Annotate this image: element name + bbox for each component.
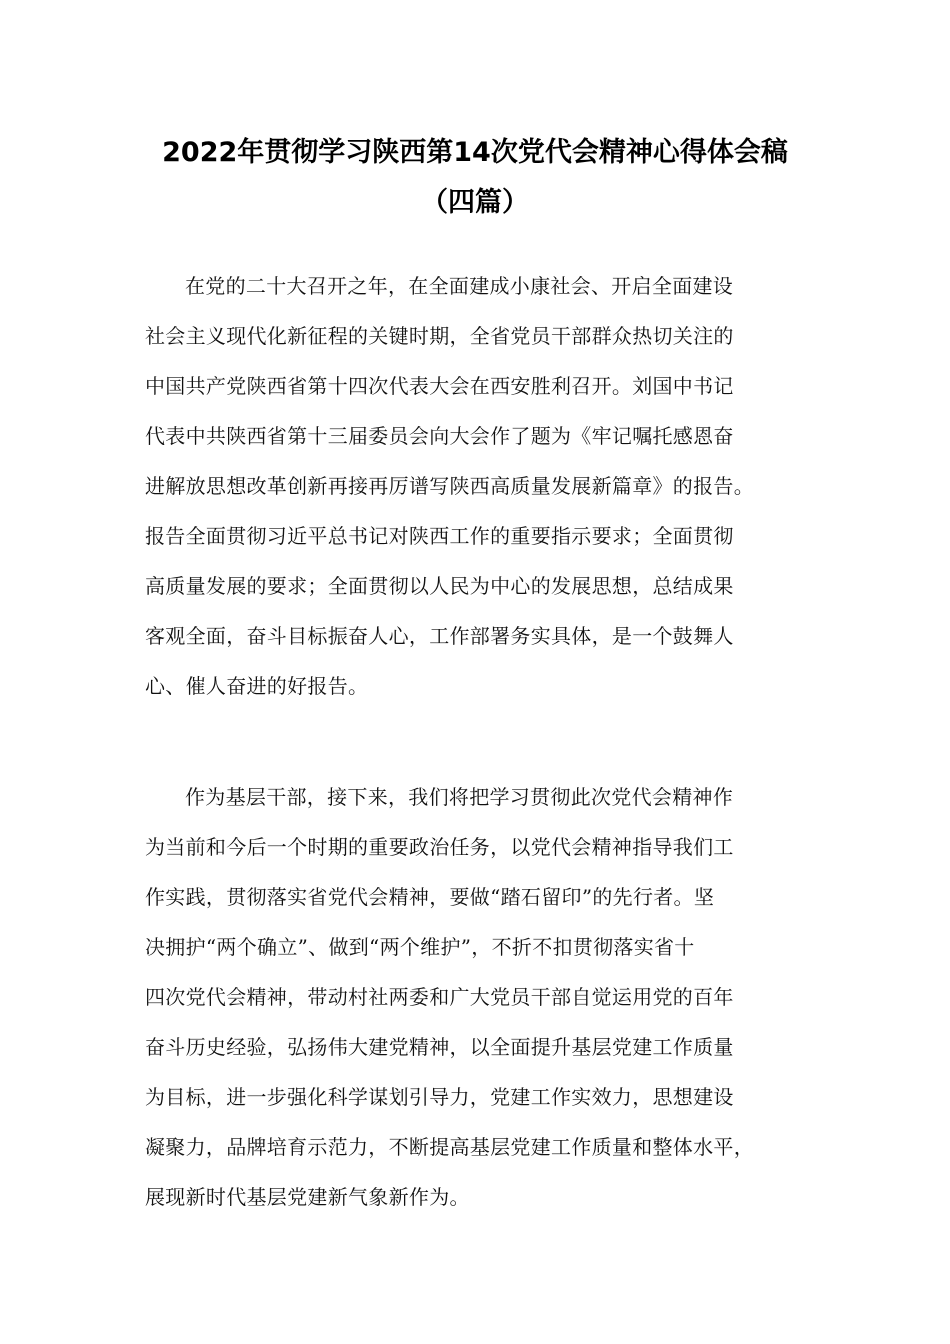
paragraph-line: 四次党代会精神，带动村社两委和广大党员干部自觉运用党的百年 [145,985,734,1009]
paragraph-line: 进解放思想改革创新再接再厉谱写陕西高质量发展新篇章》的报告。 [145,474,754,498]
paragraph-line: 高质量发展的要求；全面贯彻以人民为中心的发展思想，总结成果 [145,574,734,598]
body-paragraph-2 [145,772,845,1222]
paragraph-line: 作实践，贯彻落实省党代会精神，要做“踏石留印”的先行者。坚 [145,885,715,909]
paragraph-line: 中国共产党陕西省第十四次代表大会在西安胜利召开。刘国中书记 [145,374,734,398]
paragraph-line: 在党的二十大召开之年，在全面建成小康社会、开启全面建设 [185,274,734,298]
paragraph-line: 报告全面贯彻习近平总书记对陕西工作的重要指示要求；全面贯彻 [145,524,734,548]
paragraph-line: 作为基层干部，接下来，我们将把学习贯彻此次党代会精神作 [185,785,734,809]
document-title [120,128,830,228]
title-subtitle-line: （四篇） [421,187,529,218]
paragraph-line: 为目标，进一步强化科学谋划引导力，党建工作实效力，思想建设 [145,1085,734,1109]
paragraph-line: 代表中共陕西省第十三届委员会向大会作了题为《牢记嘱托感恩奋 [145,424,734,448]
paragraph-line: 决拥护“两个确立”、做到“两个维护”，不折不扣贯彻落实省十 [145,935,695,959]
body-paragraph-1 [145,261,845,711]
paragraph-line: 展现新时代基层党建新气象新作为。 [145,1185,470,1209]
paragraph-line: 客观全面，奋斗目标振奋人心，工作部署务实具体，是一个鼓舞人 [145,624,734,648]
paragraph-line: 凝聚力，品牌培育示范力，不断提高基层党建工作质量和整体水平， [145,1135,754,1159]
paragraph-line: 奋斗历史经验，弘扬伟大建党精神，以全面提升基层党建工作质量 [145,1035,734,1059]
paragraph-line: 心、催人奋进的好报告。 [145,674,369,698]
title-line: 2022年贯彻学习陕西第14次党代会精神心得体会稿 [162,137,788,168]
paragraph-line: 社会主义现代化新征程的关键时期，全省党员干部群众热切关注的 [145,324,734,348]
paragraph-line: 为当前和今后一个时期的重要政治任务，以党代会精神指导我们工 [145,835,734,859]
